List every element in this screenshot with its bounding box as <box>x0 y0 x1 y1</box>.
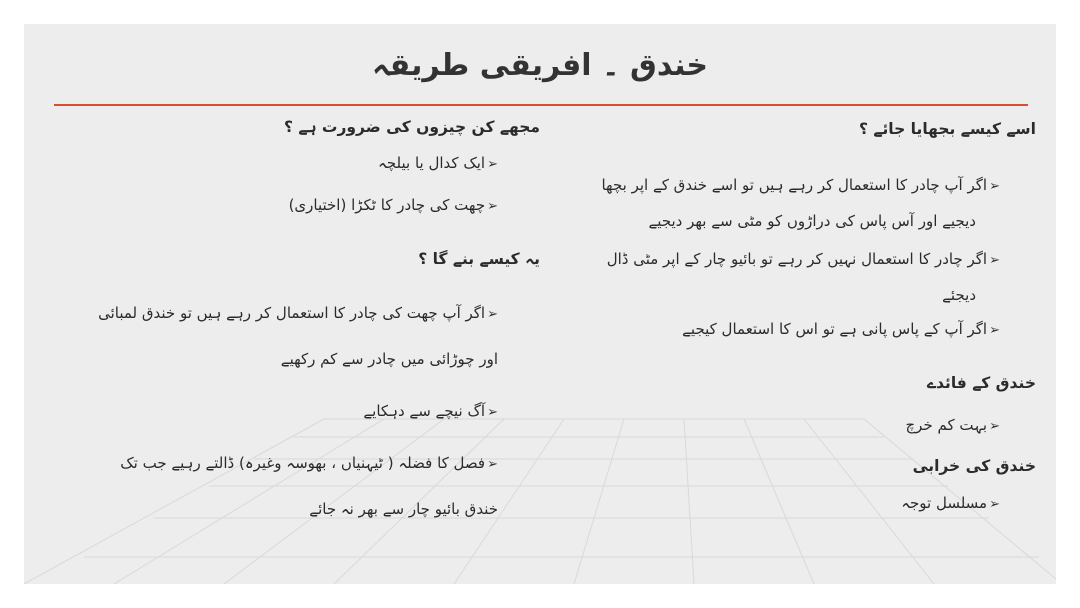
extinguish-heading: اسے کیسے بجھایا جائے ؟ <box>859 120 1036 138</box>
list-item: ➢بہت کم خرچ <box>905 416 1000 434</box>
slide-title: خندق ۔ افریقی طریقہ <box>371 48 709 83</box>
list-item: ➢اگر آپ چادر کا استعمال کر رہے ہیں تو اسے خندق کے اپر بچھا <box>601 176 1000 194</box>
arrow-bullet-icon: ➢ <box>989 253 1000 268</box>
arrow-bullet-icon: ➢ <box>487 157 498 172</box>
slide <box>24 24 1056 584</box>
list-item-continuation: دیجئے <box>942 286 976 304</box>
list-item: ➢چھت کی چادر کا ٹکڑا (اختیاری) <box>288 196 498 214</box>
arrow-bullet-icon: ➢ <box>989 323 1000 338</box>
arrow-bullet-icon: ➢ <box>989 497 1000 512</box>
list-item: ➢آگ نیچے سے دہکایے <box>363 402 498 420</box>
arrow-bullet-icon: ➢ <box>989 179 1000 194</box>
list-item: ➢فصل کا فضلہ ( ٹیہنیاں ، بھوسہ وغیرہ) ڈالتے رہیے جب تک <box>120 454 498 472</box>
arrow-bullet-icon: ➢ <box>487 307 498 322</box>
list-item: ➢ایک کدال یا بیلچہ <box>378 154 498 172</box>
list-item: ➢اگر چادر کا استعمال نہیں کر رہے تو بائیو چار کے اپر مٹی ڈال <box>606 250 1000 268</box>
list-item: ➢اگر آپ چھت کی چادر کا استعمال کر رہے ہیں تو خندق لمبائی <box>98 304 498 322</box>
arrow-bullet-icon: ➢ <box>487 405 498 420</box>
benefits-heading: خندق کے فائدے <box>926 374 1036 392</box>
arrow-bullet-icon: ➢ <box>487 199 498 214</box>
needs-heading: مجھے کن چیزوں کی ضرورت ہے ؟ <box>283 118 540 136</box>
list-item: ➢اگر آپ کے پاس پانی ہے تو اس کا استعمال کیجیے <box>682 320 1000 338</box>
list-item-continuation: خندق بائیو چار سے بھر نہ جائے <box>309 500 498 518</box>
list-item-continuation: اور چوڑائی میں چادر سے کم رکھیے <box>280 350 498 368</box>
list-item-continuation: دیجیے اور آس پاس کی دراڑوں کو مٹی سے بھر دیجیے <box>648 212 976 230</box>
list-item: ➢مسلسل توجہ <box>901 494 1000 512</box>
arrow-bullet-icon: ➢ <box>487 457 498 472</box>
title-underline <box>54 104 1028 106</box>
drawbacks-heading: خندق کی خرابی <box>912 457 1036 475</box>
build-heading: یہ کیسے بنے گا ؟ <box>418 250 540 268</box>
arrow-bullet-icon: ➢ <box>989 419 1000 434</box>
